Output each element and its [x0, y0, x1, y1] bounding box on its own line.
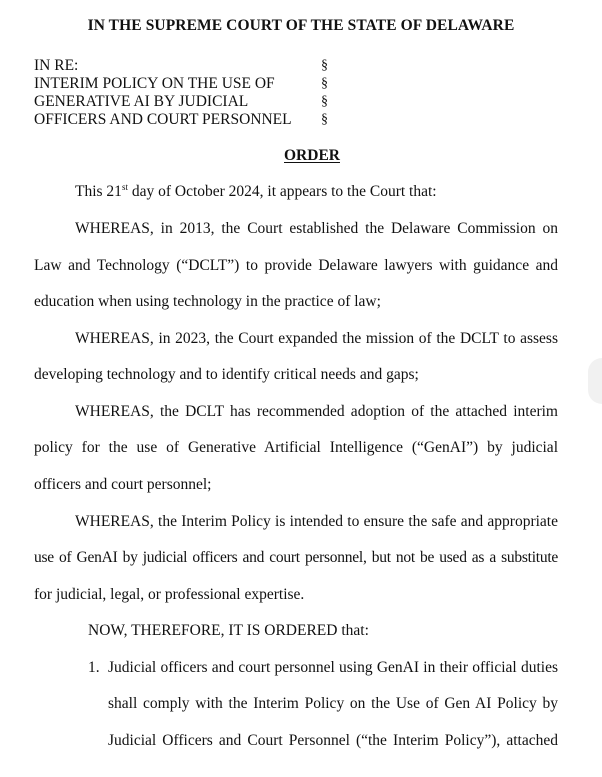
section-symbol: § [321, 112, 328, 127]
court-title: IN THE SUPREME COURT OF THE STATE OF DELAWARE [87, 17, 515, 34]
caption-line: IN RE: [34, 57, 79, 74]
list-number: 1. [88, 659, 100, 676]
case-caption [34, 57, 354, 129]
whereas-line: WHEREAS, in 2023, the Court expanded the mission of the DCLT to assess [75, 330, 558, 347]
list-item-line: shall comply with the Interim Policy on the Use of Gen AI Policy by [108, 695, 558, 712]
caption-line: INTERIM POLICY ON THE USE OF [34, 75, 275, 92]
whereas-line: use of GenAI by judicial officers and court personnel, but not be used as a substitute [34, 549, 558, 566]
whereas-line: education when using technology in the practice of law; [34, 293, 381, 310]
list-item-line: Judicial officers and court personnel using GenAI in their official duties [108, 659, 558, 676]
whereas-line: policy for the use of Generative Artificial Intelligence (“GenAI”) by judicial [34, 439, 558, 456]
whereas-line: officers and court personnel; [34, 476, 212, 493]
caption-row [34, 111, 354, 129]
whereas-line: WHEREAS, the Interim Policy is intended to ensure the safe and appropriate [75, 513, 558, 530]
whereas-line: for judicial, legal, or professional expertise. [34, 586, 305, 603]
caption-line: GENERATIVE AI BY JUDICIAL [34, 93, 249, 110]
section-symbol: § [321, 94, 328, 109]
caption-row [34, 75, 354, 93]
whereas-line: Law and Technology (“DCLT”) to provide Delaware lawyers with guidance and [34, 257, 558, 274]
caption-line: OFFICERS AND COURT PERSONNEL [34, 111, 292, 128]
ordinal-suffix: st [121, 181, 128, 192]
now-therefore-line: NOW, THEREFORE, IT IS ORDERED that: [88, 622, 369, 639]
list-item-line: Judicial Officers and Court Personnel (“the Interim Policy”), attached [108, 732, 558, 749]
whereas-line: WHEREAS, the DCLT has recommended adoption of the attached interim [75, 403, 558, 420]
intro-paragraph: This 21st day of October 2024, it appears to the Court that: [75, 181, 437, 200]
scroll-handle[interactable] [588, 358, 602, 404]
whereas-line: developing technology and to identify critical needs and gaps; [34, 366, 419, 383]
order-heading: ORDER [284, 147, 340, 164]
section-symbol: § [321, 76, 328, 91]
whereas-line: WHEREAS, in 2013, the Court established the Delaware Commission on [75, 220, 558, 237]
caption-row [34, 57, 354, 75]
section-symbol: § [321, 58, 328, 73]
caption-row [34, 93, 354, 111]
